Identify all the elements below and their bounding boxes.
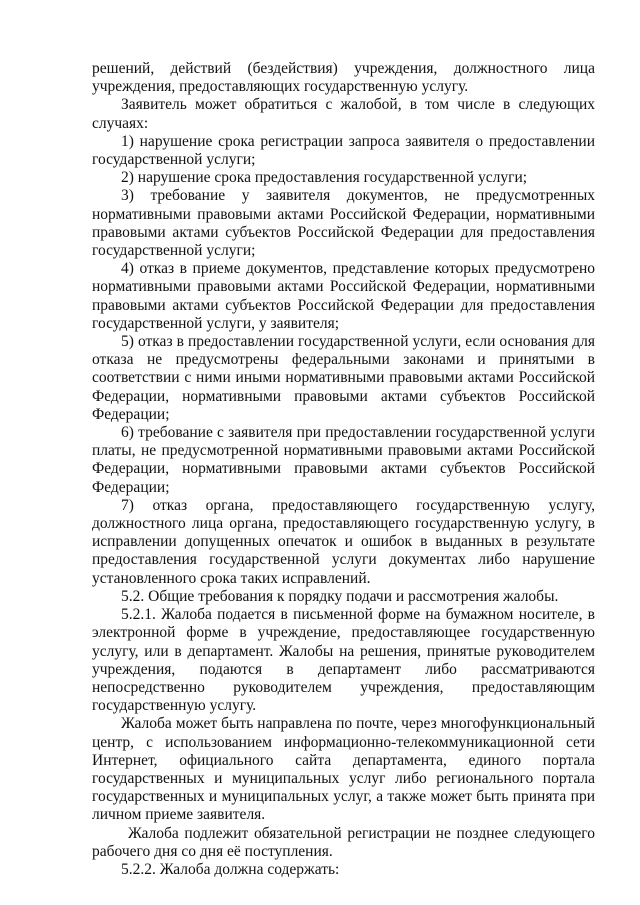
section-5-2-heading: 5.2. Общие требования к порядку подачи и рассмотрения жалобы.	[121, 587, 559, 605]
list-item-1: 1) нарушение срока регистрации запроса заявителя о предоставлении государственной услуги;	[92, 132, 595, 169]
paragraph-complaint-cases: Заявитель может обратиться с жалобой, в том числе в следующих случаях:	[92, 96, 595, 132]
paragraph-registration: Жалоба подлежит обязательной регистрации не позднее следующего рабочего дня со дня её поступления.	[92, 824, 595, 860]
paragraph-intro-continuation: решений, действий (бездействия) учреждения, должностного лица учреждения, предоставляющих государственную услугу.	[92, 60, 595, 96]
list-item-2: 2) нарушение срока предоставления государственной услуги;	[121, 169, 528, 187]
paragraph-5-2-1: 5.2.1. Жалоба подается в письменной форме на бумажном носителе, в электронной форме в учреждение, предоставляющее государственную услугу, или в департамент. Жалобы на решения, принятые руководителем учреждения, подаются в департамент либо рассматриваются непосредственно руководителем учреждения, предоставляющим государственную услугу.	[92, 606, 595, 715]
list-item-5: 5) отказ в предоставлении государственной услуги, если основания для отказа не предусмотрены федеральными законами и принятыми в соответствии с ними иными нормативными правовыми актами Российской Федерации, нормативными правовыми актами субъектов Российской Федерации;	[92, 333, 595, 423]
list-item-7: 7) отказ органа, предоставляющего государственную услугу, должностного лица органа, предоставляющего государственную услугу, в исправлении допущенных опечаток и ошибок в выданных в результате предоставления государственной услуги документах либо нарушение установленного срока таких исправлений.	[92, 496, 595, 587]
list-item-4: 4) отказ в приеме документов, представление которых предусмотрено нормативными правовыми актами Российской Федерации, нормативными правовыми актами субъектов Российской Федерации для предоставления государственной услуги, у заявителя;	[92, 260, 595, 332]
list-item-3: 3) требование у заявителя документов, не предусмотренных нормативными правовыми актами Российской Федерации, нормативными правовыми актами субъектов Российской Федерации для предоставления государственной услуги;	[92, 187, 595, 260]
list-item-6: 6) требование с заявителя при предоставлении государственной услуги платы, не предусмотренной нормативными правовыми актами Российской Федерации, нормативными правовыми актами субъектов Российской Федерации;	[92, 424, 595, 496]
paragraph-5-2-2: 5.2.2. Жалоба должна содержать:	[121, 860, 340, 878]
paragraph-submission-channels: Жалоба может быть направлена по почте, через многофункциональный центр, с использованием информационно-телекоммуникационной сети Интернет, официального сайта департамента, единого портала государственных и муниципальных услуг либо регионального портала государственных и муниципальных услуг, а также может быть принята при личном приеме заявителя.	[92, 715, 595, 824]
